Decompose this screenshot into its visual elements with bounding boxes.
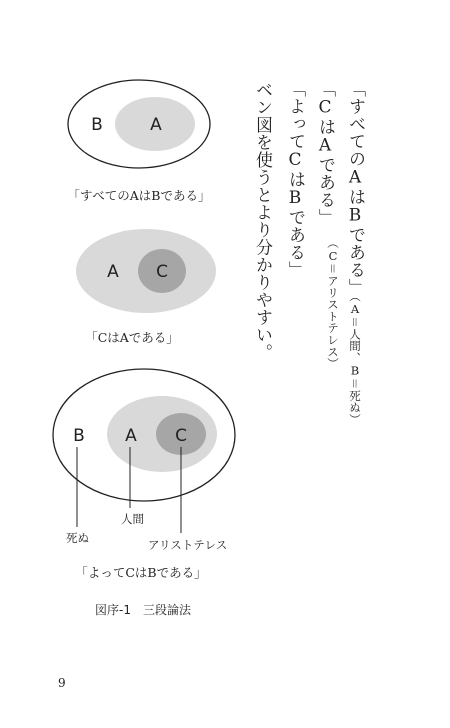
- venn3-annotation-mortal: 死ぬ: [66, 531, 89, 545]
- body-column-2: [316, 80, 333, 226]
- premise-minor: 「CはAである」: [315, 80, 335, 226]
- explanation-sentence: ベン図を使うとより分かりやすい。: [252, 81, 272, 361]
- body-column-1: [346, 80, 363, 425]
- venn3-annotation-human: 人間: [121, 512, 144, 526]
- venn1-label-b: B: [91, 115, 103, 135]
- venn3-caption: 「よってCはBである」: [75, 565, 207, 580]
- venn3-label-b: B: [73, 426, 85, 446]
- venn2-caption: 「CはAである」: [85, 330, 179, 345]
- figure-title: 図序-1 三段論法: [95, 603, 191, 617]
- venn2-label-c: C: [156, 262, 168, 282]
- body-column-3: [286, 80, 303, 279]
- venn3-label-a: A: [125, 426, 137, 446]
- venn3-label-c: C: [175, 426, 187, 446]
- venn2-label-a: A: [107, 262, 119, 282]
- premise-minor-note: （C＝アリストテレス）: [326, 237, 340, 370]
- venn1-caption: 「すべてのAはBである」: [67, 188, 211, 203]
- venn3-annotation-aristotle: アリストテレス: [148, 538, 228, 552]
- premise-major-note: （A＝人間、B＝死ぬ）: [348, 296, 362, 426]
- venn1-label-a: A: [150, 115, 162, 135]
- page-number: 9: [58, 676, 66, 690]
- conclusion: 「よってCはBである」: [285, 80, 305, 279]
- premise-major: 「すべてのAはBである」: [345, 80, 365, 296]
- body-column-2-note: [325, 237, 341, 369]
- body-column-4: [253, 81, 270, 361]
